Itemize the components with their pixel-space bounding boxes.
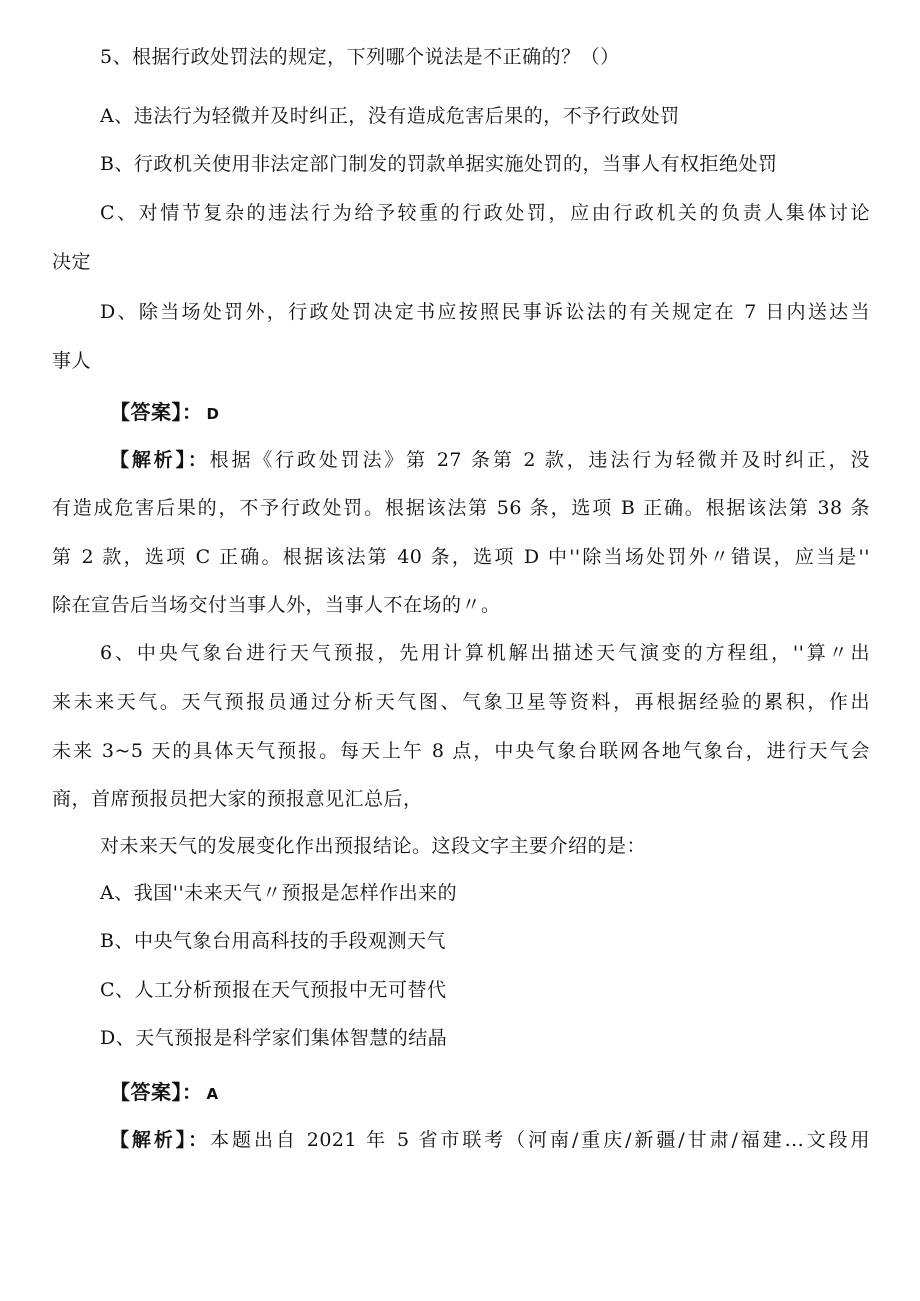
q6-option-c: C、人工分析预报在天气预报中无可替代	[100, 979, 447, 1001]
q6-analysis-line1	[110, 1128, 870, 1152]
q6-stem-line5: 对未来天气的发展变化作出预报结论。这段文字主要介绍的是：	[100, 835, 647, 857]
q6-stem-line4: 商，首席预报员把大家的预报意见汇总后，	[52, 788, 423, 810]
q6-option-d: D、天气预报是科学家们集体智慧的结晶	[100, 1027, 448, 1049]
q6-answer	[110, 1080, 870, 1106]
q5-analysis-text1: 根据《行政处罚法》第 27 条第 2 款，违法行为轻微并及时纠正，没	[209, 449, 870, 471]
q6-analysis-label: 【解析】：	[110, 1129, 211, 1151]
q5-analysis-label: 【解析】：	[110, 449, 210, 471]
q6-option-b: B、中央气象台用高科技的手段观测天气	[100, 930, 446, 952]
q6-stem-line2: 来未来天气。天气预报员通过分析天气图、气象卫星等资料，再根据经验的累积，作出	[52, 691, 870, 713]
q5-answer	[110, 400, 870, 426]
q5-analysis-line1	[110, 448, 870, 472]
q6-stem-line1: 6、中央气象台进行天气预报，先用计算机解出描述天气演变的方程组，''算〃出	[100, 642, 870, 664]
q5-analysis-line3: 第 2 款，选项 C 正确。根据该法第 40 条，选项 D 中''除当场处罚外〃错误，应当是''	[52, 546, 870, 568]
q6-option-a: A、我国''未来天气〃预报是怎样作出来的	[100, 882, 458, 904]
q5-analysis-line2: 有造成危害后果的，不予行政处罚。根据该法第 56 条，选项 B 正确。根据该法第 38 条	[52, 497, 870, 519]
q5-option-c-line1: C、对情节复杂的违法行为给予较重的行政处罚，应由行政机关的负责人集体讨论	[100, 202, 870, 224]
q5-option-d-line1: D、除当场处罚外，行政处罚决定书应按照民事诉讼法的有关规定在 7 日内送达当	[100, 301, 870, 323]
q5-answer-value: D	[206, 405, 220, 423]
q5-option-d-line2: 事人	[52, 350, 92, 372]
q6-stem-line3: 未来 3~5 天的具体天气预报。每天上午 8 点，中央气象台联网各地气象台，进行天气会	[52, 740, 870, 762]
q5-option-a: A、违法行为轻微并及时纠正，没有造成危害后果的，不予行政处罚	[100, 105, 680, 127]
q6-analysis-text1: 本题出自 2021 年 5 省市联考（河南/重庆/新疆/甘肃/福建...文段用	[210, 1129, 870, 1151]
q5-option-c-line2: 决定	[52, 251, 92, 273]
q6-answer-value: A	[206, 1085, 219, 1103]
q5-stem: 5、根据行政处罚法的规定，下列哪个说法是不正确的？（）	[100, 46, 620, 68]
q5-option-b: B、行政机关使用非法定部门制发的罚款单据实施处罚的，当事人有权拒绝处罚	[100, 153, 778, 175]
q6-answer-label: 【答案】：	[110, 1080, 203, 1104]
q5-analysis-line4: 除在宣告后当场交付当事人外，当事人不在场的〃。	[52, 594, 501, 616]
q5-answer-label: 【答案】：	[110, 400, 203, 424]
